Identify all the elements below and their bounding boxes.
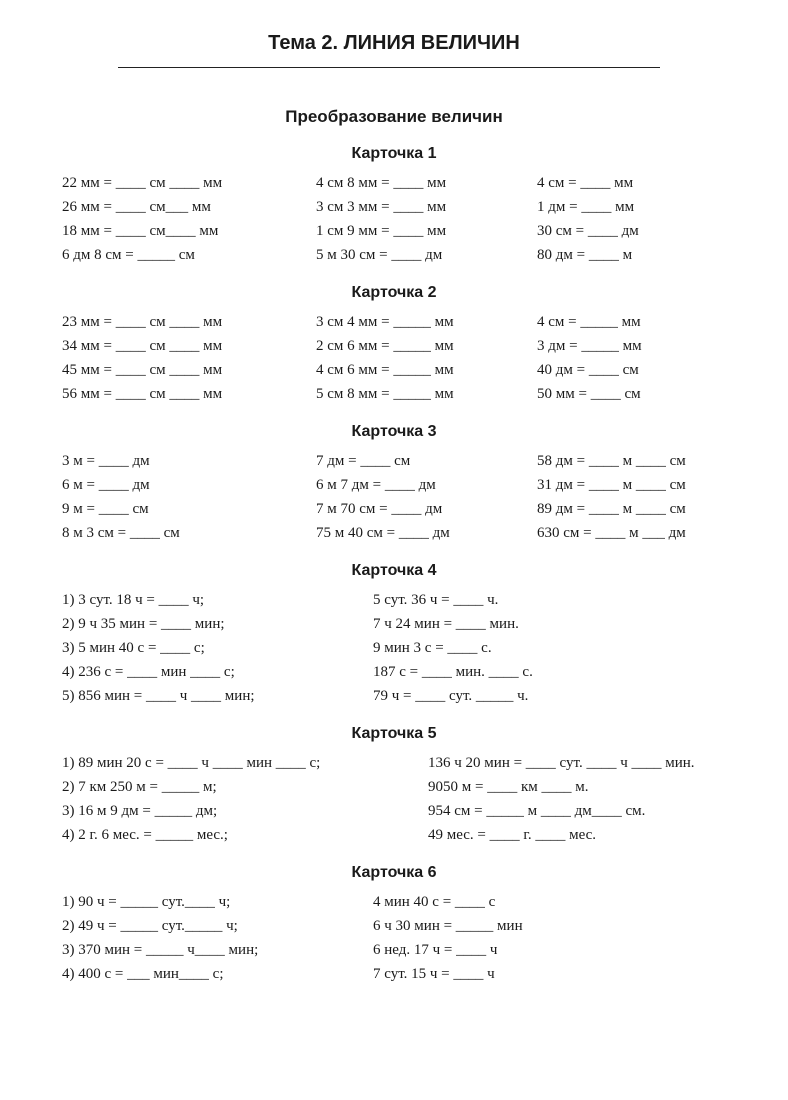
exercise-row — [0, 753, 788, 773]
card-title-3: Карточка 3 — [351, 423, 437, 440]
exercise-item: 7 сут. 15 ч = ____ ч — [373, 966, 495, 982]
exercise-row — [0, 801, 788, 821]
exercise-item: 8 м 3 см = ____ см — [62, 525, 180, 541]
exercise-item: 4 см = _____ мм — [537, 314, 641, 330]
exercise-item: 45 мм = ____ см ____ мм — [62, 362, 223, 378]
exercise-row — [0, 475, 788, 495]
exercise-row — [0, 825, 788, 845]
exercise-item: 4 см = ____ мм — [537, 175, 634, 191]
exercise-row — [0, 221, 788, 241]
exercise-item: 6 нед. 17 ч = ____ ч — [373, 942, 498, 958]
section-subtitle: Преобразование величин — [285, 107, 503, 126]
exercise-item: 6 ч 30 мин = _____ мин — [373, 918, 523, 934]
exercise-row — [0, 173, 788, 193]
exercise-item: 23 мм = ____ см ____ мм — [62, 314, 223, 330]
title-underline — [118, 67, 660, 68]
exercise-item: 6 м 7 дм = ____ дм — [316, 477, 436, 493]
exercise-item: 9050 м = ____ км ____ м. — [428, 779, 589, 795]
exercise-item: 3 см 3 мм = ____ мм — [316, 199, 447, 215]
page-title: Тема 2. ЛИНИЯ ВЕЛИЧИН — [268, 32, 520, 54]
exercise-item: 3) 16 м 9 дм = _____ дм; — [62, 803, 218, 819]
exercise-item: 2) 49 ч = _____ сут._____ ч; — [62, 918, 238, 934]
exercise-row — [0, 523, 788, 543]
card-title-6: Карточка 6 — [351, 864, 437, 881]
exercise-item: 3 см 4 мм = _____ мм — [316, 314, 454, 330]
exercise-item: 1) 3 сут. 18 ч = ____ ч; — [62, 592, 205, 608]
exercise-item: 2 см 6 мм = _____ мм — [316, 338, 454, 354]
exercise-row — [0, 245, 788, 265]
card-title-1: Карточка 1 — [351, 145, 437, 162]
exercise-row — [0, 197, 788, 217]
exercise-item: 9 м = ____ см — [62, 501, 149, 517]
exercise-item: 3) 5 мин 40 с = ____ с; — [62, 640, 205, 656]
exercise-row — [0, 916, 788, 936]
exercise-item: 5) 856 мин = ____ ч ____ мин; — [62, 688, 255, 704]
exercise-row — [0, 777, 788, 797]
exercise-item: 75 м 40 см = ____ дм — [316, 525, 450, 541]
exercise-item: 4) 400 с = ___ мин____ с; — [62, 966, 224, 982]
exercise-item: 89 дм = ____ м ____ см — [537, 501, 686, 517]
exercise-item: 954 см = _____ м ____ дм____ см. — [428, 803, 646, 819]
exercise-row — [0, 964, 788, 984]
exercise-row — [0, 336, 788, 356]
exercise-item: 56 мм = ____ см ____ мм — [62, 386, 223, 402]
exercise-row — [0, 662, 788, 682]
exercise-row — [0, 360, 788, 380]
exercise-item: 187 с = ____ мин. ____ с. — [373, 664, 533, 680]
exercise-item: 7 м 70 см = ____ дм — [316, 501, 443, 517]
exercise-row — [0, 892, 788, 912]
exercise-row — [0, 312, 788, 332]
exercise-item: 7 дм = ____ см — [316, 453, 411, 469]
exercise-item: 9 мин 3 с = ____ с. — [373, 640, 492, 656]
exercise-row — [0, 499, 788, 519]
exercise-item: 34 мм = ____ см ____ мм — [62, 338, 223, 354]
exercise-item: 50 мм = ____ см — [537, 386, 641, 402]
exercise-item: 2) 9 ч 35 мин = ____ мин; — [62, 616, 225, 632]
exercise-item: 136 ч 20 мин = ____ сут. ____ ч ____ мин. — [428, 755, 695, 771]
exercise-item: 630 см = ____ м ___ дм — [537, 525, 686, 541]
exercise-row — [0, 686, 788, 706]
exercise-row — [0, 451, 788, 471]
exercise-row — [0, 940, 788, 960]
exercise-item: 79 ч = ____ сут. _____ ч. — [373, 688, 529, 704]
exercise-item: 3 м = ____ дм — [62, 453, 150, 469]
exercise-item: 31 дм = ____ м ____ см — [537, 477, 686, 493]
exercise-item: 6 м = ____ дм — [62, 477, 150, 493]
card-title-4: Карточка 4 — [351, 562, 437, 579]
exercise-item: 1) 90 ч = _____ сут.____ ч; — [62, 894, 231, 910]
exercise-item: 1) 89 мин 20 с = ____ ч ____ мин ____ с; — [62, 755, 321, 771]
exercise-item: 7 ч 24 мин = ____ мин. — [373, 616, 519, 632]
exercise-item: 4) 236 с = ____ мин ____ с; — [62, 664, 235, 680]
exercise-item: 26 мм = ____ см___ мм — [62, 199, 211, 215]
exercise-item: 1 см 9 мм = ____ мм — [316, 223, 447, 239]
exercise-item: 5 см 8 мм = _____ мм — [316, 386, 454, 402]
exercise-item: 5 м 30 см = ____ дм — [316, 247, 443, 263]
exercise-item: 49 мес. = ____ г. ____ мес. — [428, 827, 597, 843]
exercise-item: 80 дм = ____ м — [537, 247, 633, 263]
exercise-item: 4 мин 40 с = ____ с — [373, 894, 496, 910]
exercise-item: 3 дм = _____ мм — [537, 338, 642, 354]
exercise-item: 6 дм 8 см = _____ см — [62, 247, 195, 263]
exercise-item: 22 мм = ____ см ____ мм — [62, 175, 223, 191]
exercise-item: 58 дм = ____ м ____ см — [537, 453, 686, 469]
exercise-item: 30 см = ____ дм — [537, 223, 639, 239]
exercise-item: 4 см 8 мм = ____ мм — [316, 175, 447, 191]
exercise-item: 4) 2 г. 6 мес. = _____ мес.; — [62, 827, 228, 843]
exercise-row — [0, 614, 788, 634]
card-title-5: Карточка 5 — [351, 725, 437, 742]
exercise-item: 18 мм = ____ см____ мм — [62, 223, 219, 239]
exercise-item: 4 см 6 мм = _____ мм — [316, 362, 454, 378]
exercise-row — [0, 384, 788, 404]
exercise-item: 5 сут. 36 ч = ____ ч. — [373, 592, 499, 608]
exercise-row — [0, 590, 788, 610]
card-title-2: Карточка 2 — [351, 284, 437, 301]
exercise-item: 3) 370 мин = _____ ч____ мин; — [62, 942, 259, 958]
exercise-item: 40 дм = ____ см — [537, 362, 639, 378]
exercise-item: 1 дм = ____ мм — [537, 199, 635, 215]
exercise-row — [0, 638, 788, 658]
exercise-item: 2) 7 км 250 м = _____ м; — [62, 779, 217, 795]
